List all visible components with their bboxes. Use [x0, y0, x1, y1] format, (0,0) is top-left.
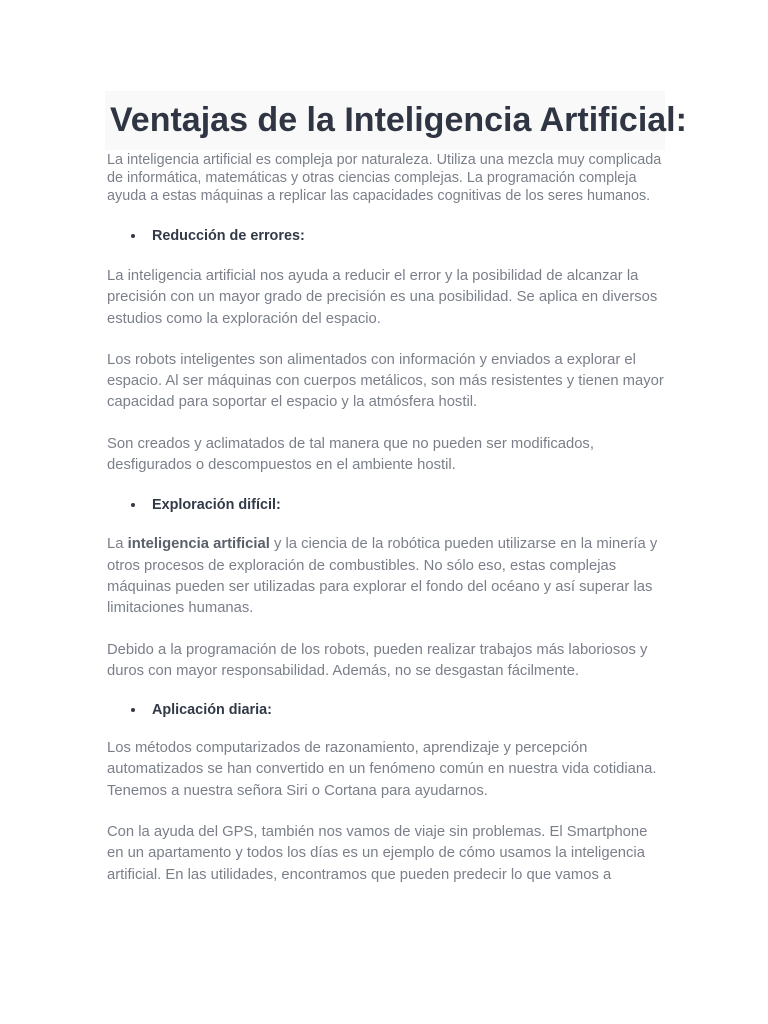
paragraph: Los métodos computarizados de razonamiento, aprendizaje y percepción automatizados se han convertido en un fenómeno común en nuestra vida cotidiana. Tenemos a nuestra señora Siri o Cortana para ayudarnos. [107, 740, 657, 799]
page-title: Ventajas de la Inteligencia Artificial: [110, 101, 687, 139]
bullet-heading-aplicacion [107, 702, 667, 718]
paragraph: Con la ayuda del GPS, también nos vamos de viaje sin problemas. El Smartphone en un apartamento y todos los días es un ejemplo de cómo usamos la inteligencia artificial. En las utilidades, encontramos que pueden predecir lo que vamos a [107, 824, 648, 883]
paragraph [107, 534, 667, 619]
bullet-dot-icon [131, 503, 135, 507]
document-page [107, 91, 687, 886]
paragraph: Son creados y aclimatados de tal manera que no pueden ser modificados, desfigurados o descompuestos en el ambiente hostil. [107, 435, 594, 474]
bold-term: inteligencia artificial [127, 536, 270, 553]
bullet-heading-label: Exploración difícil: [152, 497, 281, 514]
bullet-heading-reduccion [107, 228, 667, 244]
paragraph-text: y la ciencia de la robótica pueden utilizarse en la minería y otros procesos de exploración de combustibles. No sólo eso, estas complejas máquinas pueden ser utilizadas para explorar el fondo del océano y así superar las limitaciones humanas. [107, 536, 658, 617]
paragraph: Los robots inteligentes son alimentados con información y enviados a explorar el espacio. Al ser máquinas con cuerpos metálicos, son más resistentes y tienen mayor capacidad para soportar el espacio y la atmósfera hostil. [107, 351, 664, 411]
bullet-dot-icon [131, 708, 135, 712]
intro-paragraph: La inteligencia artificial es compleja por naturaleza. Utiliza una mezcla muy complicada de informática, matemáticas y otras ciencias complejas. La programación compleja ayuda a estas máquinas a replicar las capacidades cognitivas de los seres humanos. [107, 152, 662, 204]
title-box [105, 91, 687, 150]
paragraph: Debido a la programación de los robots, pueden realizar trabajos más laboriosos y duros con mayor responsabilidad. Además, no se desgastan fácilmente. [107, 641, 648, 679]
paragraph: La inteligencia artificial nos ayuda a reducir el error y la posibilidad de alcanzar la precisión con un mayor grado de precisión es una posibilidad. Se aplica en diversos estudios como la exploración del espacio. [107, 268, 658, 327]
bullet-heading-label: Reducción de errores: [152, 228, 305, 244]
bullet-heading-label: Aplicación diaria: [152, 702, 272, 719]
bullet-dot-icon [131, 234, 135, 238]
bullet-heading-exploracion [107, 497, 667, 513]
paragraph-text: La [107, 536, 128, 553]
